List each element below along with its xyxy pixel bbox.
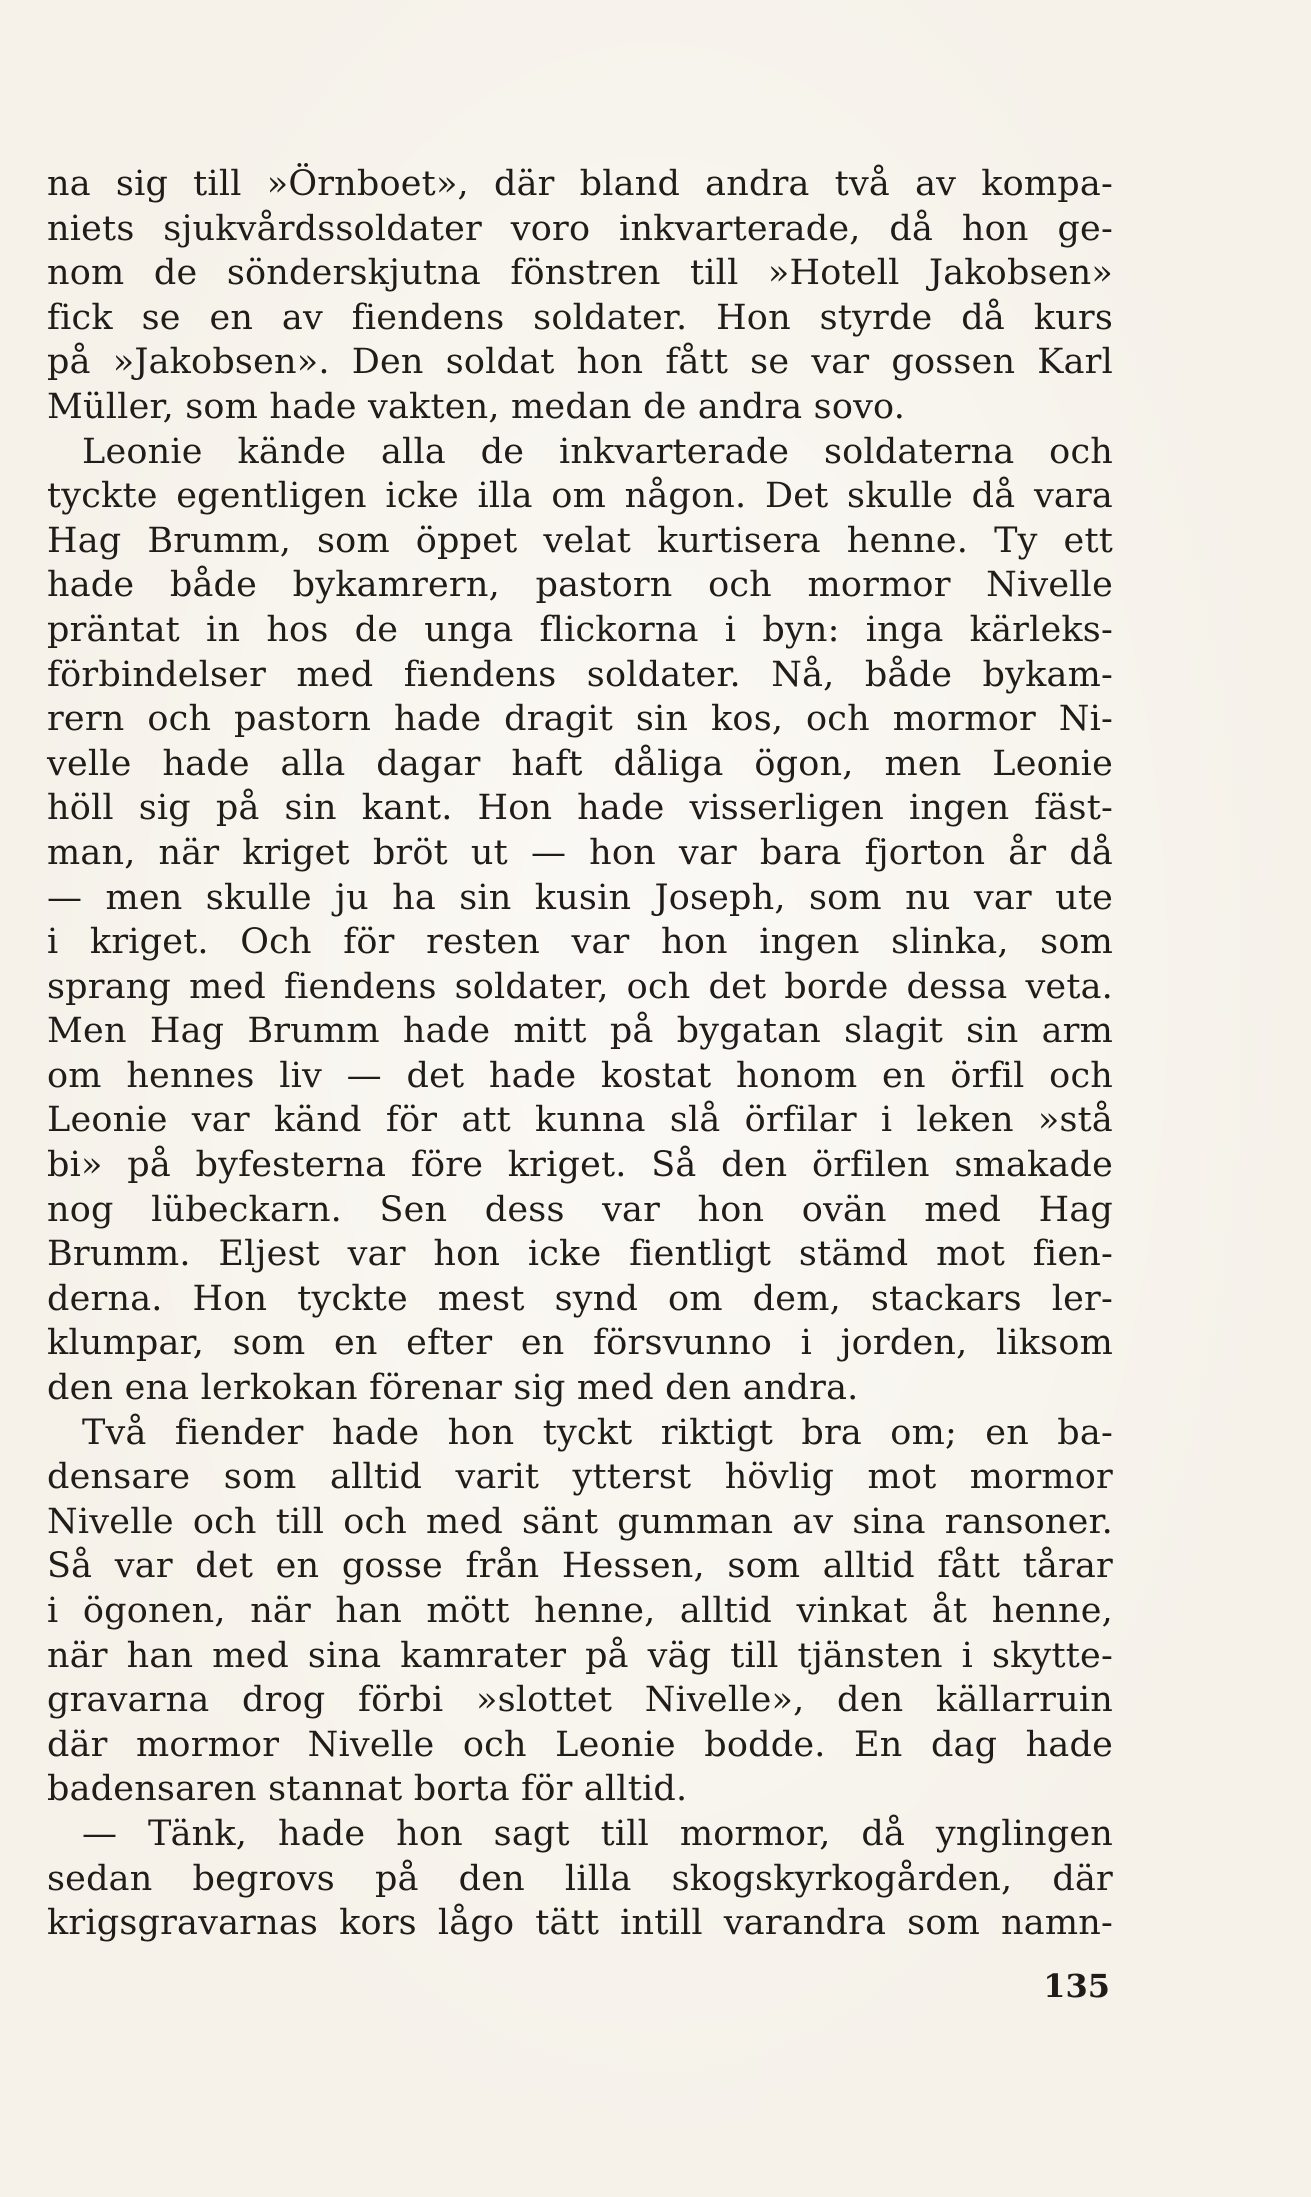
body-text bbox=[47, 162, 1113, 1946]
text-line: Nivelle och till och med sänt gumman av sina ransoner. bbox=[47, 1501, 1113, 1542]
text-line: — Tänk, hade hon sagt till mormor, då ynglingen bbox=[82, 1813, 1113, 1854]
text-line: krigsgravarnas kors lågo tätt intill varandra som namn- bbox=[47, 1903, 1113, 1944]
text-line: i kriget. Och för resten var hon ingen slinka, som bbox=[47, 922, 1113, 963]
text-line: tyckte egentligen icke illa om någon. Det skulle då vara bbox=[47, 476, 1113, 517]
text-line: förbindelser med fiendens soldater. Nå, både bykam- bbox=[47, 654, 1113, 695]
text-line: om hennes liv — det hade kostat honom en örfil och bbox=[47, 1055, 1113, 1096]
page-number: 135 bbox=[1043, 1967, 1110, 2005]
text-line: derna. Hon tyckte mest synd om dem, stackars ler- bbox=[47, 1278, 1113, 1319]
text-line: Brumm. Eljest var hon icke fientligt stämd mot fien- bbox=[47, 1234, 1113, 1275]
text-line: Leonie var känd för att kunna slå örfilar i leken »stå bbox=[47, 1100, 1113, 1141]
text-line: när han med sina kamrater på väg till tjänsten i skytte- bbox=[47, 1635, 1113, 1676]
text-line: bi» på byfesterna före kriget. Så den örfilen smakade bbox=[47, 1145, 1113, 1186]
text-line: Müller, som hade vakten, medan de andra sovo. bbox=[47, 386, 906, 427]
text-line: Så var det en gosse från Hessen, som alltid fått tårar bbox=[47, 1546, 1113, 1587]
text-line: — men skulle ju ha sin kusin Joseph, som nu var ute bbox=[47, 877, 1113, 918]
text-line: präntat in hos de unga flickorna i byn: inga kärleks- bbox=[47, 609, 1113, 650]
text-line: velle hade alla dagar haft dåliga ögon, men Leonie bbox=[47, 743, 1113, 784]
text-line: badensaren stannat borta för alltid. bbox=[47, 1769, 688, 1810]
text-line: nom de sönderskjutna fönstren till »Hotell Jakobsen» bbox=[47, 253, 1113, 294]
text-line: Men Hag Brumm hade mitt på bygatan slagit sin arm bbox=[47, 1011, 1113, 1052]
text-line: rern och pastorn hade dragit sin kos, och mormor Ni- bbox=[47, 699, 1113, 740]
text-line: gravarna drog förbi »slottet Nivelle», den källarruin bbox=[47, 1680, 1113, 1721]
text-line: där mormor Nivelle och Leonie bodde. En dag hade bbox=[47, 1724, 1113, 1765]
text-line: i ögonen, när han mött henne, alltid vinkat åt henne, bbox=[47, 1591, 1113, 1631]
text-line: Hag Brumm, som öppet velat kurtisera henne. Ty ett bbox=[47, 520, 1113, 561]
text-line: sedan begrovs på den lilla skogskyrkogården, där bbox=[47, 1858, 1113, 1899]
text-line: på »Jakobsen». Den soldat hon fått se var gossen Karl bbox=[47, 342, 1113, 383]
text-line: höll sig på sin kant. Hon hade visserligen ingen fäst- bbox=[47, 788, 1113, 829]
text-line: sprang med fiendens soldater, och det borde dessa veta. bbox=[47, 966, 1113, 1007]
text-line: Två fiender hade hon tyckt riktigt bra om; en ba- bbox=[82, 1412, 1113, 1453]
text-line: densare som alltid varit ytterst hövlig mot mormor bbox=[47, 1457, 1113, 1498]
text-line: Leonie kände alla de inkvarterade soldaterna och bbox=[82, 431, 1113, 472]
text-line: klumpar, som en efter en försvunno i jorden, liksom bbox=[47, 1323, 1113, 1364]
text-line: niets sjukvårdssoldater voro inkvarterade, då hon ge- bbox=[47, 208, 1113, 249]
text-line: na sig till »Örnboet», där bland andra två av kompa- bbox=[47, 164, 1113, 204]
text-line: hade både bykamrern, pastorn och mormor Nivelle bbox=[47, 565, 1113, 606]
text-line: fick se en av fiendens soldater. Hon styrde då kurs bbox=[47, 297, 1113, 338]
text-line: den ena lerkokan förenar sig med den andra. bbox=[47, 1368, 859, 1409]
text-line: nog lübeckarn. Sen dess var hon ovän med Hag bbox=[47, 1189, 1113, 1230]
text-line: man, när kriget bröt ut — hon var bara fjorton år då bbox=[47, 832, 1113, 873]
